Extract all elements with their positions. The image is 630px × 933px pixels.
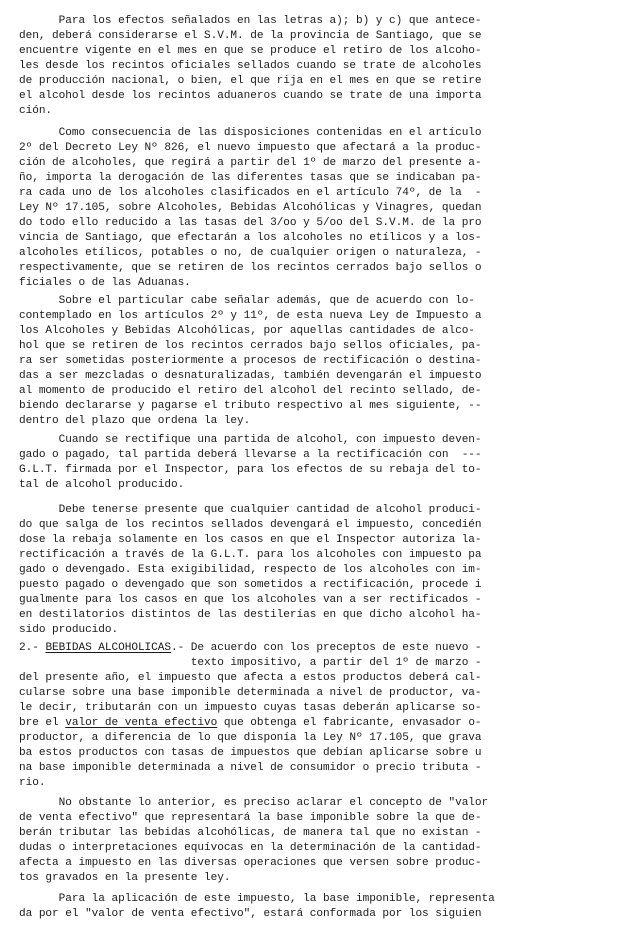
text-line: ra ser sometidas posteriormente a procesos de rectificación o destina- — [19, 355, 482, 367]
section-bebidas-alcoholicas — [19, 641, 619, 791]
text-line: Ley Nº 17.105, sobre Alcoholes, Bebidas Alcohólicas y Vinagres, quedan — [19, 202, 482, 214]
text-line: tos gravados en la presente ley. — [19, 872, 231, 884]
text-line: G.L.T. firmada por el Inspector, para los efectos de su rebaja del to- — [19, 464, 482, 476]
text-line: biendo declararse y pagarse el tributo respectivo al mes siguiente, -- — [19, 400, 482, 412]
text-line: das a ser mezcladas o desnaturalizadas, también devengarán el impuesto — [19, 370, 482, 382]
text-line: do todo ello reducido a las tasas del 3/oo y 5/oo del S.V.M. de la pro — [19, 217, 482, 229]
text-line: hol que se retiren de los recintos cerrados bajo sellos oficiales, pa- — [19, 340, 482, 352]
text-line: Para la aplicación de este impuesto, la base imponible, representa — [19, 893, 495, 905]
text-line: vincia de Santiago, que efectarán a los alcoholes no etílicos y a los- — [19, 232, 482, 244]
text-line: Cuando se rectifique una partida de alcohol, con impuesto deven- — [19, 434, 482, 446]
text-line: al momento de producido el retiro del alcohol del recinto sellado, de- — [19, 385, 482, 397]
text-line: da por el "valor de venta efectivo", estará conformada por los siguien — [19, 908, 482, 920]
text-line: ción de alcoholes, que regirá a partir del 1º de marzo del presente a- — [19, 157, 482, 169]
text-line: gualmente para los casos en que los alcoholes van a ser rectificados - — [19, 594, 482, 606]
text-line: puesto pagado o devengado que son sometidos a rectificación, procede i — [19, 579, 482, 591]
text-line: berán tributar las bebidas alcohólicas, de manera tal que no existan - — [19, 827, 482, 839]
text-line: los Alcoholes y Bebidas Alcohólicas, por aquellas cantidades de alco- — [19, 325, 475, 337]
text-line: cularse sobre una base imponible determinada a nivel de productor, va- — [19, 687, 482, 699]
paragraph-base-imponible — [19, 892, 619, 922]
text-line: ficiales o de las Aduanas. — [19, 277, 191, 289]
text-line: de producción nacional, o bien, el que rija en el mes en que se retire — [19, 75, 482, 87]
text-line: do que salga de los recintos sellados devengará el impuesto, concedién — [19, 519, 482, 531]
text-line: le decir, tributarán con un impuesto cuyas tasas deberán aplicarse so- — [19, 702, 482, 714]
text-line: les desde los recintos oficiales sellados cuando se trate de alcoholes — [19, 60, 482, 72]
text-line: gado o devengado. Esta exigibilidad, respecto de los alcoholes con im- — [19, 564, 482, 576]
text-line: tal de alcohol producido. — [19, 479, 185, 491]
text-line: del presente año, el impuesto que afecta a estos productos deberá cal- — [19, 672, 482, 684]
text-line: encuentre vigente en el mes en que se produce el retiro de los alcoho- — [19, 45, 482, 57]
text-line: ción. — [19, 105, 53, 117]
text-line: No obstante lo anterior, es preciso aclarar el concepto de "valor — [19, 797, 489, 809]
text-line: el alcohol desde los recintos aduaneros cuando se trate de una importa — [19, 90, 482, 102]
text-line: texto impositivo, a partir del 1º de marzo - — [19, 657, 482, 669]
text-line: dose la rebaja solamente en los casos en que el Inspector autoriza la- — [19, 534, 482, 546]
text-line: alcoholes etílicos, potables o no, de cualquier origen o naturaleza, - — [19, 247, 482, 259]
text-line: contemplado en los artículos 2º y 11º, de esta nueva Ley de Impuesto a — [19, 310, 482, 322]
text-line: ba estos productos con tasas de impuestos que debían aplicarse sobre u — [19, 747, 482, 759]
text-line: rio. — [19, 777, 46, 789]
paragraph-glt-firmada — [19, 433, 619, 493]
text-line: den, deberá considerarse el S.V.M. de la provincia de Santiago, que se — [19, 30, 482, 42]
text-line: Como consecuencia de las disposiciones contenidas en el artículo — [19, 127, 482, 139]
paragraph-valor-venta-efectivo — [19, 796, 619, 886]
underlined-text: valor de venta efectivo — [65, 717, 218, 729]
text-line: Para los efectos señalados en las letras a); b) y c) que antece- — [19, 15, 482, 27]
text-line: rectificación a través de la G.L.T. para los alcoholes con impuesto pa — [19, 549, 482, 561]
section-heading-line: 2.- BEBIDAS ALCOHOLICAS.- De acuerdo con los preceptos de este nuevo - — [19, 642, 482, 654]
text-line: ño, importa la derogación de las diferentes tasas que se indicaban pa- — [19, 172, 482, 184]
text-line: productor, a diferencia de lo que disponía la Ley Nº 17.105, que grava — [19, 732, 482, 744]
text-line: en destilatorios distintos de las destilerías en que dicho alcohol ha- — [19, 609, 482, 621]
text-line: Debe tenerse presente que cualquier cantidad de alcohol produci- — [19, 504, 482, 516]
text-line: afecta a impuesto en las diversas operaciones que versen sobre produc- — [19, 857, 482, 869]
text-line: na base imponible determinada a nivel de consumidor o precio tributa - — [19, 762, 482, 774]
text-line: gado o pagado, tal partida deberá llevarse a la rectificación con --- — [19, 449, 482, 461]
text-line: Sobre el particular cabe señalar además, que de acuerdo con lo- — [19, 295, 475, 307]
paragraph-exigibilidad — [19, 503, 619, 638]
paragraph-derogacion-tasas — [19, 126, 619, 291]
text-line: respectivamente, que se retiren de los recintos cerrados bajo sellos o — [19, 262, 482, 274]
paragraph-svm-provincia — [19, 14, 619, 119]
text-line: de venta efectivo" que representará la base imponible sobre la que de- — [19, 812, 482, 824]
text-line: sido producido. — [19, 624, 119, 636]
text-line: dentro del plazo que ordena la ley. — [19, 415, 251, 427]
text-line: 2º del Decreto Ley Nº 826, el nuevo impuesto que afectará a la produc- — [19, 142, 482, 154]
text-line: ra cada uno de los alcoholes clasificados en el artículo 74º, de la - — [19, 187, 482, 199]
underlined-text: BEBIDAS ALCOHOLICAS — [45, 642, 171, 654]
text-line: dudas o interpretaciones equívocas en la determinación de la cantidad- — [19, 842, 482, 854]
paragraph-rectificacion-retiro — [19, 294, 619, 429]
text-line: bre el valor de venta efectivo que obtenga el fabricante, envasador o- — [19, 717, 482, 729]
